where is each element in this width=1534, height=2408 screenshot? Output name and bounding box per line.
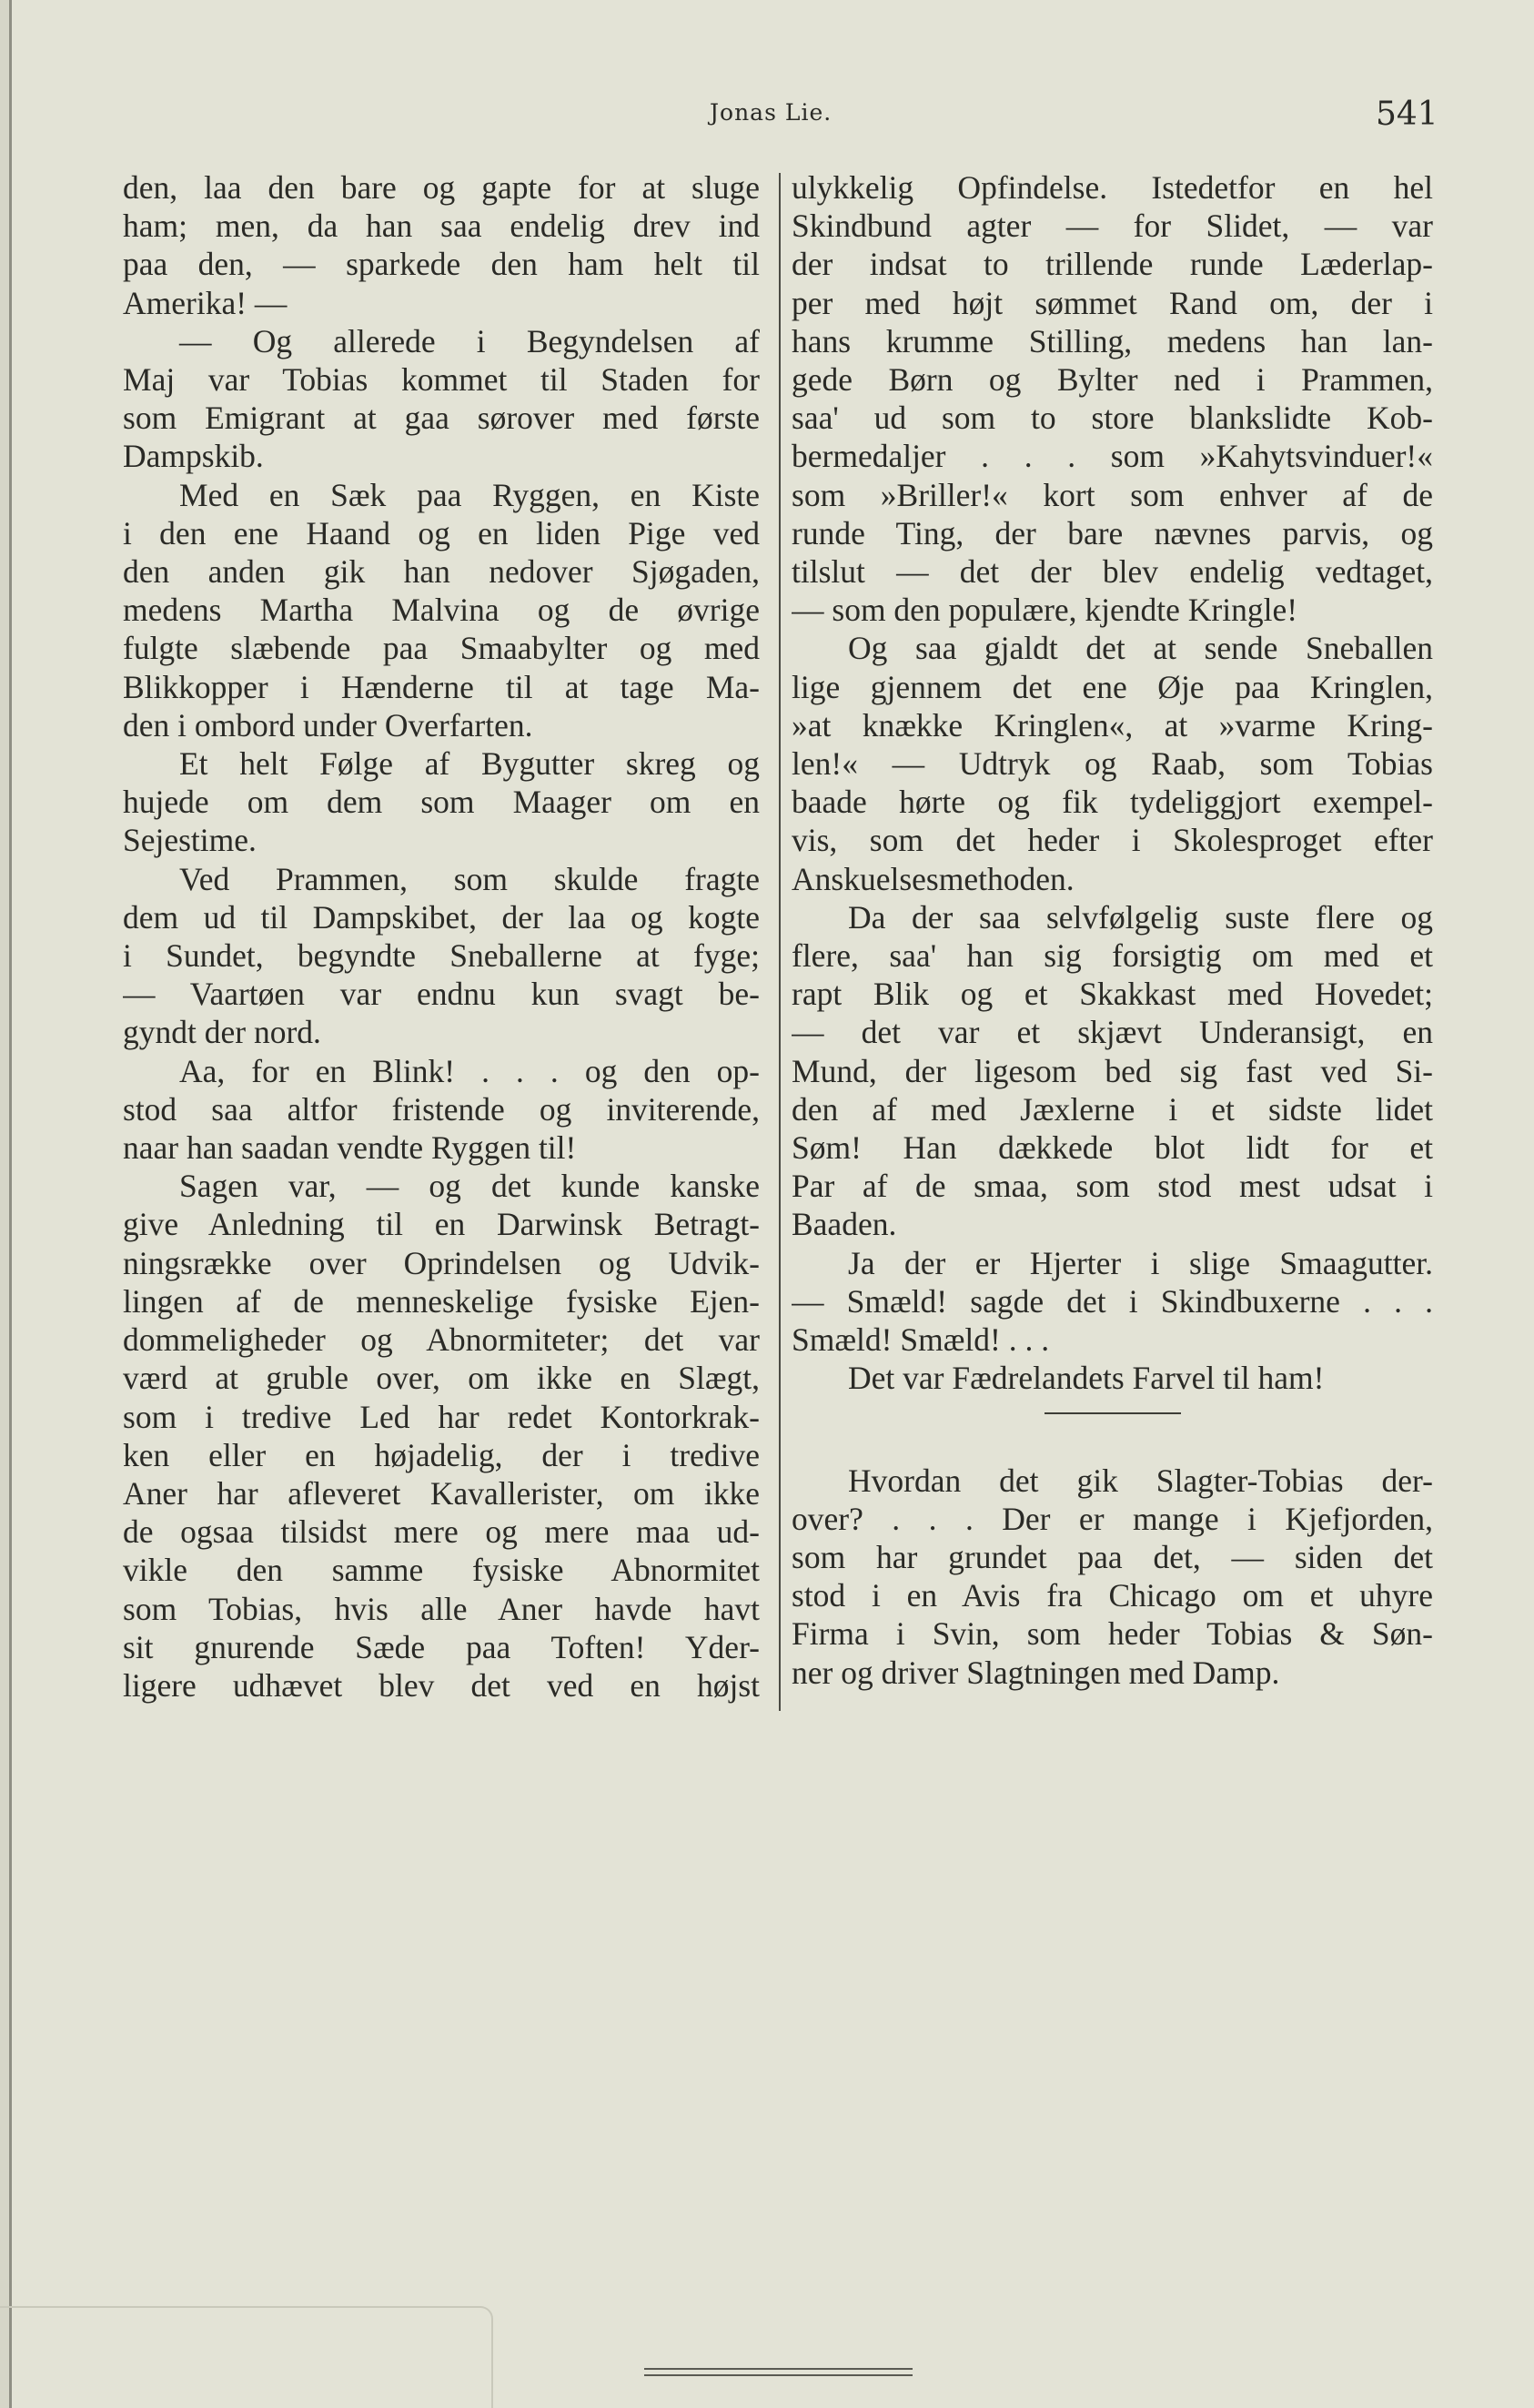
text-line: som har grundet paa det, — siden det	[792, 1538, 1433, 1575]
end-rule-top	[644, 2368, 913, 2370]
text-line: rapt Blik og et Skakkast med Hovedet;	[792, 976, 1433, 1013]
text-line: dem ud til Dampskibet, der laa og kogte	[123, 898, 760, 936]
running-head	[0, 96, 1534, 132]
left-text-column	[123, 168, 760, 1705]
text-line: hujede om dem som Maager om en	[123, 784, 760, 821]
text-line: gyndt der nord.	[123, 1014, 321, 1051]
text-line: len!« — Udtryk og Raab, som Tobias	[792, 745, 1433, 783]
text-line: give Anledning til en Darwinsk Betragt-	[123, 1206, 760, 1243]
text-line: den, laa den bare og gapte for at sluge	[123, 169, 760, 206]
text-line: stod saa altfor fristende og inviterende,	[123, 1090, 760, 1128]
text-line: Par af de smaa, som stod mest udsat i	[792, 1168, 1433, 1205]
text-line: Blikkopper i Hænderne til at tage Ma-	[123, 668, 760, 705]
text-line: runde Ting, der bare nævnes parvis, og	[792, 514, 1433, 551]
text-line: i Sundet, begyndte Sneballerne at fyge;	[123, 937, 760, 975]
end-rule-bottom	[644, 2374, 913, 2376]
text-line: — det var et skjævt Underansigt, en	[792, 1014, 1433, 1051]
text-line: sit gnurende Sæde paa Toften! Yder-	[123, 1628, 760, 1665]
binding-shadow	[0, 0, 9, 2408]
text-line: baade hørte og fik tydeliggjort exempel-	[792, 784, 1433, 821]
text-line: ham; men, da han saa endelig drev ind	[123, 207, 760, 245]
text-line: lige gjennem det ene Øje paa Kringlen,	[792, 668, 1433, 705]
text-line: i den ene Haand og en liden Pige ved	[123, 514, 760, 551]
text-line: der indsat to trillende runde Læderlap-	[792, 246, 1433, 283]
column-divider-rule	[779, 173, 781, 1711]
text-line: Et helt Følge af Bygutter skreg og	[179, 745, 760, 783]
text-line: Anskuelsesmethoden.	[792, 860, 1075, 897]
text-line: den af med Jæxlerne i et sidste lidet	[792, 1090, 1433, 1128]
text-line: ken eller en højadelig, der i tredive	[123, 1436, 760, 1473]
text-line: som »Briller!« kort som enhver af de	[792, 476, 1433, 513]
text-line: Firma i Svin, som heder Tobias & Søn-	[792, 1615, 1433, 1653]
text-line: tilslut — det der blev endelig vedtaget,	[792, 553, 1433, 591]
text-line: ner og driver Slagtningen med Damp.	[792, 1654, 1280, 1691]
text-line: Maj var Tobias kommet til Staden for	[123, 361, 760, 399]
text-line: vikle den samme fysiske Abnormitet	[123, 1552, 760, 1589]
text-line: Da der saa selvfølgelig suste flere og	[848, 898, 1433, 936]
text-line: Mund, der ligesom bed sig fast ved Si-	[792, 1052, 1433, 1089]
text-line: den i ombord under Overfarten.	[123, 706, 533, 744]
text-line: saa' ud som to store blankslidte Kob-	[792, 400, 1433, 437]
text-line: Baaden.	[792, 1206, 897, 1243]
text-line: — Vaartøen var endnu kun svagt be-	[123, 976, 760, 1013]
text-line: Sejestime.	[123, 822, 257, 859]
text-line: den anden gik han nedover Sjøgaden,	[123, 553, 760, 591]
text-line: bermedaljer . . . som »Kahytsvinduer!«	[792, 438, 1433, 475]
text-line: værd at gruble over, om ikke en Slægt,	[123, 1360, 760, 1397]
section-divider-rule	[1045, 1412, 1181, 1414]
text-line: stod i en Avis fra Chicago om et uhyre	[792, 1577, 1433, 1614]
text-line: — som den populære, kjendte Kringle!	[792, 592, 1298, 629]
text-line: ulykkelig Opfindelse. Istedetfor en hel	[792, 169, 1433, 206]
text-line: over? . . . Der er mange i Kjefjorden,	[792, 1500, 1433, 1537]
text-line: Ja der er Hjerter i slige Smaagutter.	[848, 1244, 1433, 1281]
text-line: ningsrække over Oprindelsen og Udvik-	[123, 1244, 760, 1281]
text-line: medens Martha Malvina og de øvrige	[123, 592, 760, 629]
text-line: som Tobias, hvis alle Aner havde havt	[123, 1590, 760, 1627]
binding-edge-line	[9, 0, 12, 2408]
text-line: Smæld! Smæld! . . .	[792, 1321, 1050, 1359]
text-line: Aa, for en Blink! . . . og den op-	[179, 1052, 760, 1089]
text-line: Dampskib.	[123, 438, 264, 475]
text-line: Hvordan det gik Slagter-Tobias der-	[848, 1462, 1433, 1499]
text-line: Skindbund agter — for Slidet, — var	[792, 207, 1433, 245]
right-text-column	[792, 168, 1433, 1692]
page-corner-mark	[0, 2306, 493, 2408]
text-line: som i tredive Led har redet Kontorkrak-	[123, 1398, 760, 1435]
text-line: flere, saa' han sig forsigtig om med et	[792, 937, 1433, 975]
text-line: paa den, — sparkede den ham helt til	[123, 246, 760, 283]
text-line: per med højt sømmet Rand om, der i	[792, 284, 1433, 321]
text-line: — Smæld! sagde det i Skindbuxerne . . .	[792, 1282, 1433, 1320]
text-line: Aner har afleveret Kavallerister, om ikke	[123, 1474, 760, 1512]
text-line: vis, som det heder i Skolesproget efter	[792, 822, 1433, 859]
text-line: Og saa gjaldt det at sende Sneballen	[848, 630, 1433, 667]
text-line: dommeligheder og Abnormiteter; det var	[123, 1321, 760, 1359]
text-line: ligere udhævet blev det ved en højst	[123, 1666, 760, 1704]
text-line: Det var Fædrelandets Farvel til ham!	[848, 1360, 1325, 1397]
text-line: Ved Prammen, som skulde fragte	[179, 860, 760, 897]
text-line: lingen af de menneskelige fysiske Ejen-	[123, 1282, 760, 1320]
running-title: Jonas Lie.	[710, 99, 833, 126]
text-line: naar han saadan vendte Ryggen til!	[123, 1129, 577, 1167]
text-line: gede Børn og Bylter ned i Prammen,	[792, 361, 1433, 399]
text-line: Med en Sæk paa Ryggen, en Kiste	[179, 476, 760, 513]
text-line: »at knække Kringlen«, at »varme Kring-	[792, 706, 1433, 744]
text-line: som Emigrant at gaa sørover med første	[123, 400, 760, 437]
text-line: Sagen var, — og det kunde kanske	[179, 1168, 760, 1205]
page-number: 541	[1376, 96, 1438, 133]
text-line: Amerika! —	[123, 284, 288, 321]
text-line: fulgte slæbende paa Smaabylter og med	[123, 630, 760, 667]
text-line: de ogsaa tilsidst mere og mere maa ud-	[123, 1513, 760, 1551]
text-line: hans krumme Stilling, medens han lan-	[792, 322, 1433, 359]
text-line: — Og allerede i Begyndelsen af	[179, 322, 760, 359]
text-line: Søm! Han dækkede blot lidt for et	[792, 1129, 1433, 1167]
